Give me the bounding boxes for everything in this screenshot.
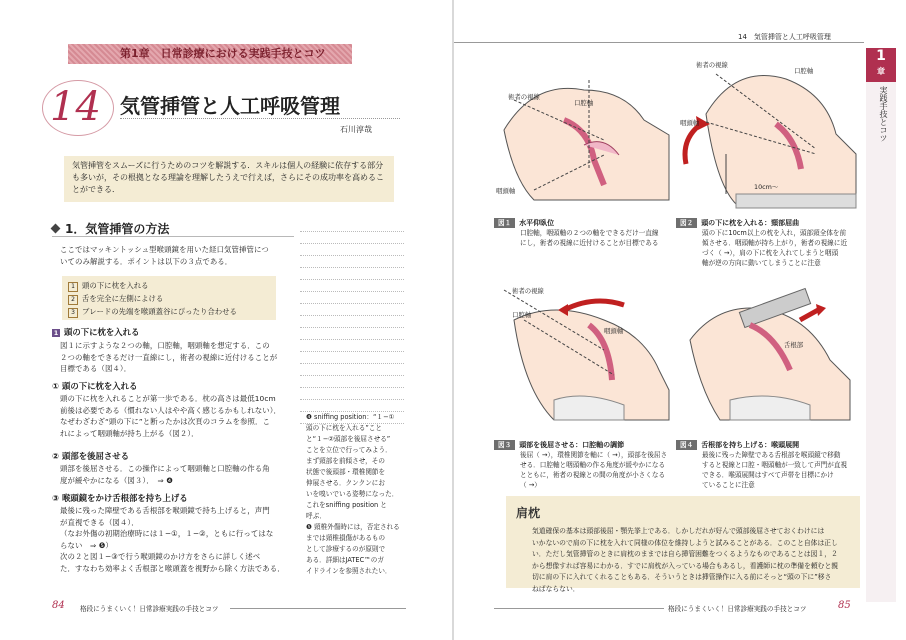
note-line: ことを立位で行ってみよう． <box>306 446 392 454</box>
note-line: 伸展させる．クンクンにお <box>306 479 385 487</box>
paragraph-1 <box>60 340 277 375</box>
figure-title: 水平仰臥位 <box>519 219 555 227</box>
diamond-icon <box>51 224 61 234</box>
running-head-rule <box>454 42 864 43</box>
subheading-1a: ① 頭の下に枕を入れる <box>52 381 138 391</box>
note-line: 呼ぶ． <box>306 512 326 520</box>
text-line: 図１に示すような２つの軸，口腔軸，咽頭軸を想定する．この <box>60 341 270 350</box>
caption-line: づく（ →），肩の下に枕を入れてしまうと咽頭 <box>702 249 839 257</box>
step-item <box>68 279 270 292</box>
running-head: 14 気管挿管と人工呼吸管理 <box>738 33 831 41</box>
right-page <box>454 0 906 640</box>
tab-label: 実践手技とコツ <box>879 86 888 142</box>
caption-line: 後屈（ →），環椎関節を軸に（ →），頭部を後屈さ <box>520 451 668 459</box>
footer-text: 格段にうまくいく！日常診療実践の手技とコツ <box>80 605 219 613</box>
key-points-box <box>62 276 276 320</box>
column-box <box>506 496 860 593</box>
text-line: 前後は必要である（慣れない人はやや高く感じるかもしれない）． <box>60 405 282 415</box>
figure-4-caption <box>676 440 856 490</box>
step-number: 1 <box>68 282 78 292</box>
caption-line: 傾させる．咽頭軸が持ち上がり，術者の視線に近 <box>702 239 848 247</box>
fig3-label: 術者の視線 <box>512 287 544 295</box>
intro-line: 気管挿管をスムーズに行うためのコツを解説する．スキルは個人の経験に依存する部分 <box>72 161 384 170</box>
section-rule <box>52 236 294 237</box>
figure-label: 図３ <box>494 440 515 450</box>
text-line: （なお外傷の初期治療時には１−①，１−②，ともに行ってはな <box>60 529 274 539</box>
chapter-tab <box>866 48 896 82</box>
fig1-label: 咽頭軸 <box>496 187 516 195</box>
fig1-label: 術者の視線 <box>508 93 540 101</box>
fig4-label: 舌根部 <box>784 341 804 349</box>
chapter-number: 14 <box>50 84 101 130</box>
figure-2-caption <box>676 218 856 268</box>
text-line: ２つの軸をできるだけ一直線にし，術者の視線に近付けることが <box>60 352 278 362</box>
side-notes <box>306 412 406 577</box>
section-intro <box>60 244 269 267</box>
step-number: 2 <box>68 295 78 305</box>
column-line: から想像すれば容易にわかる．すでに肩枕が入っている場合もあるし，看護師に枕の準備を頼むと親 <box>532 561 839 570</box>
heading-number: 1 <box>53 329 59 337</box>
text-line: た．すなわち効率よく舌根部と喉頭蓋を視野から除く方法である． <box>60 563 285 573</box>
intro-line: とができる． <box>72 185 120 194</box>
caption-line: 軸が逆の方向に動いてしまうことに注意 <box>702 259 821 267</box>
step-number: 3 <box>68 308 78 318</box>
side-tab-strip <box>866 82 896 602</box>
note-line: ある．詳細はJATEC™のガ <box>306 556 384 564</box>
tab-unit: 章 <box>877 67 885 76</box>
step-text: 頭の下に枕を入れる <box>82 281 149 290</box>
note-line: として診療するのが原則で <box>306 545 386 553</box>
text-line: が直視できる（図４）． <box>60 517 139 527</box>
fig2-label: 口腔軸 <box>794 67 814 75</box>
subheading-1b: ② 頭部を後屈させる <box>52 451 130 461</box>
figure-3-illustration <box>494 280 674 430</box>
caption-line: にし，術者の視線に近付けることが目標である <box>520 239 659 247</box>
step-text: ブレードの先端を喉頭蓋谷にぴったり合わせる <box>82 307 237 316</box>
intro-line: も多いが，その根拠となる理論を理解したうえで行えば，さらにその成功率を高めるこ <box>72 173 384 182</box>
text-line: 頭の下に枕を入れることが第一歩である．枕の高さは最低10cm <box>60 394 276 403</box>
figure-title: 頭の下に枕を入れる：頸部屈曲 <box>701 219 800 227</box>
caption-line: とともに，術者の視線との間の角度が小さくなる <box>520 471 666 479</box>
caption-line: 口腔軸，咽頭軸の２つの軸をできるだけ一直線 <box>520 229 659 237</box>
text-line: れによって咽頭軸が持ち上がる（図２）． <box>60 428 199 438</box>
fig2-label: 10cm〜 <box>754 183 779 191</box>
column-line: 気道確保の基本は頭部後屈・顎先挙上である．しかしだれが好んで頭部後屈させておくわけには <box>532 527 825 535</box>
text-line: いてのみ解説する．ポイントは以下の３点である． <box>60 256 233 266</box>
column-body <box>532 526 856 595</box>
text-line: 目標である（図４）． <box>60 364 132 374</box>
text-line: なぜわざわざ“頭の下に”と断ったかは次頁のコラムを参照．こ <box>60 417 271 427</box>
figure-label: 図４ <box>676 440 697 450</box>
text-line: 度が緩やかになる（図３）． ⇒ ❹ <box>60 475 173 485</box>
text-line: 次の２と図１−③で行う喉頭鏡のかけ方をさらに詳しく述べ <box>60 552 261 562</box>
title-underline <box>120 118 400 119</box>
subheading-1c: ③ 喉頭鏡をかけ舌根部を持ち上げる <box>52 493 188 503</box>
caption-line: （ →） <box>520 481 541 489</box>
paragraph-1b <box>60 463 270 486</box>
footer-rule <box>494 608 664 609</box>
section-title <box>52 220 169 237</box>
footer-rule <box>230 608 406 609</box>
caption-line: すると視線と口腔・咽頭軸が一致して声門が直視 <box>702 461 848 469</box>
note-line: 状態で後頭部・環椎関節を <box>306 468 386 476</box>
note-line: までは頸椎損傷があるもの <box>306 534 386 542</box>
fig2-label: 術者の視線 <box>696 61 728 69</box>
fig1-label: 口腔軸 <box>574 99 594 107</box>
paragraph-1c <box>60 505 285 575</box>
figure-label: 図２ <box>676 218 697 228</box>
step-item <box>68 305 270 318</box>
paragraph-1a <box>60 393 281 439</box>
fig3-label: 口腔軸 <box>512 311 532 319</box>
figure-1-illustration <box>494 60 674 210</box>
note-line: ❹ sniffing position：“１−① <box>306 413 395 421</box>
notes-column <box>300 220 404 424</box>
figure-1-caption <box>494 218 674 248</box>
caption-line: ていることに注意 <box>702 481 755 489</box>
caption-line: 頭の下に10cm以上の枕を入れ，頭部頸全体を前 <box>702 229 847 237</box>
figure-label: 図１ <box>494 218 515 228</box>
note-line: まず頸部を前傾させ，その <box>306 457 385 465</box>
figure-3-caption <box>494 440 674 490</box>
text-line: 頭部を後屈させる．この操作によって咽頭軸と口腔軸の作る角 <box>60 464 270 473</box>
caption-line: できる．喉頭展開はすべて声帯を目標にかけ <box>702 471 834 479</box>
caption-line: せる．口腔軸と咽頭軸の作る角度が緩やかになる <box>520 461 666 469</box>
figure-4-illustration <box>680 280 862 430</box>
text-line: 最後に残った障壁である舌根部を喉頭鏡で持ち上げると，声門 <box>60 506 270 515</box>
column-title: 肩枕 <box>516 506 541 520</box>
column-line: ねばならない． <box>532 584 580 593</box>
chapter-bar: 第1章 日常診療における実践手技とコツ <box>68 44 352 64</box>
note-line: これをsniffing position と <box>306 501 387 509</box>
figure-title: 舌根部を持ち上げる：喉頭展開 <box>701 441 800 449</box>
note-line: ❺ 頸椎外傷時には，否定される <box>306 523 400 531</box>
page-number: 85 <box>838 600 851 611</box>
intro-box <box>64 156 394 202</box>
caption-line: 最後に残った障壁である舌根部を喉頭鏡で移動 <box>702 451 841 459</box>
text-line: らない ⇒ ❺） <box>60 540 113 550</box>
column-line: いかないので肩の下に枕を入れて同様の体位を維持しようと試みることがある．このこと自体は正し <box>532 538 838 547</box>
page-title: 気管挿管と人工呼吸管理 <box>120 94 340 118</box>
note-line: 頭の下に枕を入れる”こと <box>306 424 382 432</box>
tab-number: 1 <box>876 48 886 64</box>
column-line: 切に肩の下に入れてくれることもある．そういうときは挿管操作に入る前にそっと“頭の下に”移さ <box>532 573 832 581</box>
subheading-1 <box>52 326 139 338</box>
text-line: ここではマッキントッシュ型喉頭鏡を用いた経口気管挿管につ <box>60 245 269 254</box>
page-number: 84 <box>52 600 65 611</box>
left-page <box>0 0 452 640</box>
step-text: 舌を完全に左側によける <box>82 294 164 303</box>
step-item <box>68 292 270 305</box>
note-line: いを嗅いでいる姿勢になった． <box>306 490 399 498</box>
note-line: と“１−②頭部を後屈させる” <box>306 435 391 443</box>
footer-text: 格段にうまくいく！日常診療実践の手技とコツ <box>668 605 807 613</box>
subheading-text: 頭の下に枕を入れる <box>64 327 140 337</box>
fig3-label: 咽頭軸 <box>604 327 624 335</box>
column-line: い．ただし気管挿管のときに肩枕のままでは自ら挿管困難をつくるようなものであることは図１，２ <box>532 550 838 558</box>
fig2-label: 咽頭軸 <box>680 119 700 127</box>
note-line: イドラインを参照されたい． <box>306 567 392 575</box>
author: 石川淳哉 <box>340 125 372 134</box>
section-title-text: 1．気管挿管の方法 <box>65 222 170 236</box>
figure-title: 頭部を後屈させる：口腔軸の調節 <box>519 441 625 449</box>
